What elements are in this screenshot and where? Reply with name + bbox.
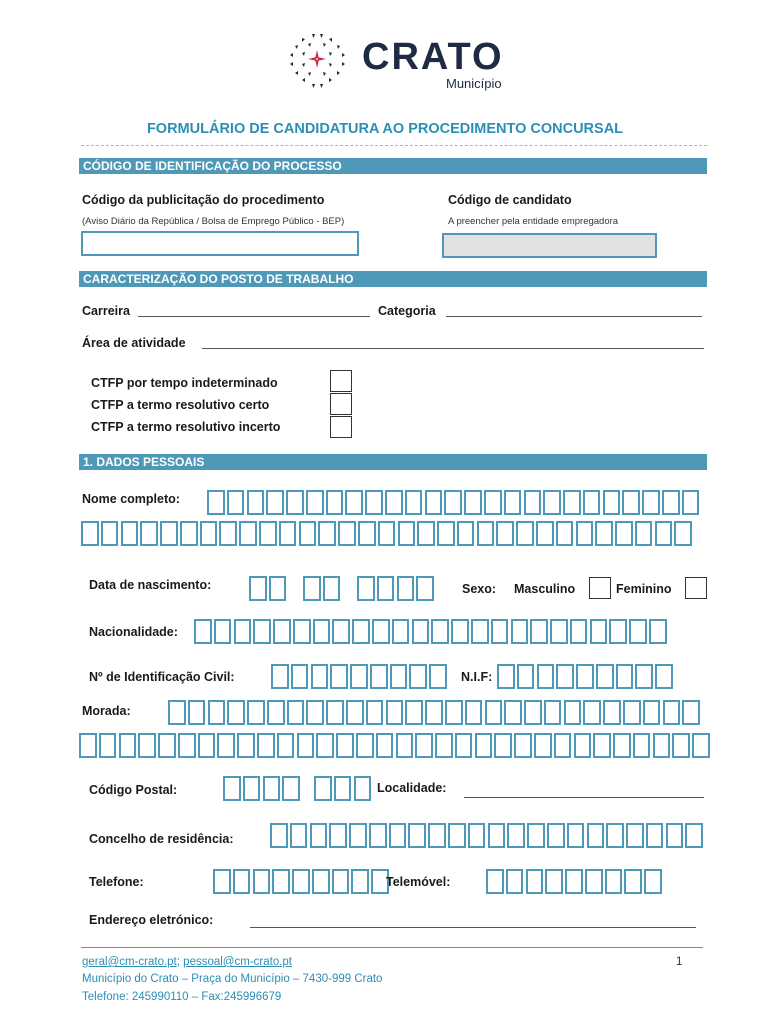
character-box[interactable] — [491, 619, 509, 644]
character-box[interactable] — [530, 619, 548, 644]
character-box[interactable] — [405, 700, 423, 725]
character-box[interactable] — [290, 823, 308, 848]
character-box[interactable] — [237, 733, 255, 758]
character-box[interactable] — [158, 733, 176, 758]
character-box[interactable] — [616, 664, 634, 689]
character-box[interactable] — [297, 733, 315, 758]
character-box[interactable] — [358, 521, 376, 546]
contract-option-label: CTFP por tempo indeterminado — [91, 376, 278, 390]
character-box[interactable] — [415, 733, 433, 758]
character-box[interactable] — [310, 823, 328, 848]
character-box[interactable] — [485, 700, 503, 725]
footer-separator: ; — [176, 956, 180, 968]
section-heading-personal: 1. DADOS PESSOAIS — [79, 454, 707, 470]
publication-code-label: Código da publicitação do procedimento — [82, 193, 325, 207]
character-box[interactable] — [386, 700, 404, 725]
character-box[interactable] — [615, 521, 633, 546]
candidate-code-hint: A preencher pela entidade empregadora — [448, 216, 619, 227]
character-box[interactable] — [629, 619, 647, 644]
category-label: Categoria — [378, 304, 436, 318]
character-box[interactable] — [635, 521, 653, 546]
character-box[interactable] — [536, 521, 554, 546]
character-box[interactable] — [544, 700, 562, 725]
character-box[interactable] — [198, 733, 216, 758]
character-box[interactable] — [662, 490, 680, 515]
character-box[interactable] — [99, 733, 117, 758]
character-box[interactable] — [506, 869, 524, 894]
character-box[interactable] — [306, 490, 324, 515]
character-box[interactable] — [253, 619, 271, 644]
page-number: 1 — [676, 956, 683, 968]
character-box[interactable] — [565, 869, 583, 894]
character-box[interactable] — [554, 733, 572, 758]
character-box[interactable] — [590, 619, 608, 644]
character-box[interactable] — [291, 664, 309, 689]
character-box[interactable] — [326, 700, 344, 725]
character-box[interactable] — [377, 576, 395, 601]
character-box[interactable] — [366, 700, 384, 725]
character-box[interactable] — [514, 733, 532, 758]
activity-label: Área de atividade — [82, 336, 186, 350]
character-box[interactable] — [425, 700, 443, 725]
character-box[interactable] — [293, 619, 311, 644]
crato-logo-icon — [282, 28, 352, 90]
character-box[interactable] — [570, 619, 588, 644]
category-line[interactable] — [446, 316, 702, 317]
character-box[interactable] — [603, 700, 621, 725]
character-box[interactable] — [504, 490, 522, 515]
character-box[interactable] — [227, 490, 245, 515]
footer-contacts — [82, 956, 292, 968]
career-label: Carreira — [82, 304, 130, 318]
character-box[interactable] — [349, 823, 367, 848]
character-box[interactable] — [496, 521, 514, 546]
publication-code-hint: (Aviso Diário da República / Bolsa de Emprego Público - BEP) — [82, 216, 345, 227]
character-box[interactable] — [623, 700, 641, 725]
address-label: Morada: — [82, 704, 131, 718]
footer-divider — [81, 947, 703, 948]
character-box[interactable] — [655, 664, 673, 689]
character-box[interactable] — [543, 490, 561, 515]
character-box[interactable] — [504, 700, 522, 725]
character-box[interactable] — [121, 521, 139, 546]
character-box[interactable] — [247, 700, 265, 725]
character-box[interactable] — [336, 733, 354, 758]
character-box[interactable] — [370, 664, 388, 689]
character-box[interactable] — [692, 733, 710, 758]
brand-name: CRATO — [362, 36, 504, 78]
character-box[interactable] — [81, 521, 99, 546]
character-box[interactable] — [312, 869, 330, 894]
character-box[interactable] — [350, 664, 368, 689]
character-box[interactable] — [574, 733, 592, 758]
character-box[interactable] — [428, 823, 446, 848]
character-box[interactable] — [674, 521, 692, 546]
character-box[interactable] — [357, 576, 375, 601]
character-box[interactable] — [79, 733, 97, 758]
character-box[interactable] — [270, 823, 288, 848]
full-name-label: Nome completo: — [82, 492, 180, 506]
character-box[interactable] — [213, 869, 231, 894]
career-line[interactable] — [138, 316, 370, 317]
character-box[interactable] — [685, 823, 703, 848]
character-box[interactable] — [101, 521, 119, 546]
birth-day-boxes[interactable] — [249, 576, 289, 601]
character-box[interactable] — [486, 869, 504, 894]
character-box[interactable] — [448, 823, 466, 848]
character-box[interactable] — [239, 521, 257, 546]
character-box[interactable] — [160, 521, 178, 546]
postal-code-boxes-main[interactable] — [223, 776, 302, 801]
character-box[interactable] — [329, 823, 347, 848]
character-box[interactable] — [273, 619, 291, 644]
character-box[interactable] — [227, 700, 245, 725]
character-box[interactable] — [263, 776, 281, 801]
character-box[interactable] — [219, 521, 237, 546]
character-box[interactable] — [524, 700, 542, 725]
character-box[interactable] — [323, 576, 341, 601]
full-name-boxes-row1[interactable] — [207, 490, 702, 515]
character-box[interactable] — [545, 869, 563, 894]
character-box[interactable] — [272, 869, 290, 894]
character-box[interactable] — [488, 823, 506, 848]
character-box[interactable] — [311, 664, 329, 689]
address-boxes-row2[interactable] — [79, 733, 712, 758]
character-box[interactable] — [253, 869, 271, 894]
character-box[interactable] — [564, 700, 582, 725]
character-box[interactable] — [606, 823, 624, 848]
character-box[interactable] — [332, 869, 350, 894]
character-box[interactable] — [412, 619, 430, 644]
character-box[interactable] — [269, 576, 287, 601]
character-box[interactable] — [318, 521, 336, 546]
character-box[interactable] — [207, 490, 225, 515]
full-name-boxes-row2[interactable] — [81, 521, 694, 546]
contract-option-label: CTFP a termo resolutivo certo — [91, 398, 270, 412]
character-box[interactable] — [417, 521, 435, 546]
character-box[interactable] — [282, 776, 300, 801]
character-box[interactable] — [556, 521, 574, 546]
postal-code-label: Código Postal: — [89, 783, 178, 797]
character-box[interactable] — [332, 619, 350, 644]
character-box[interactable] — [257, 733, 275, 758]
character-box[interactable] — [378, 521, 396, 546]
section-heading-process: CÓDIGO DE IDENTIFICAÇÃO DO PROCESSO — [79, 158, 707, 174]
female-checkbox[interactable] — [685, 577, 707, 599]
character-box[interactable] — [567, 823, 585, 848]
phone-boxes[interactable] — [213, 869, 391, 894]
locality-label: Localidade: — [377, 781, 447, 795]
character-box[interactable] — [435, 733, 453, 758]
character-box[interactable] — [180, 521, 198, 546]
character-box[interactable] — [583, 490, 601, 515]
civil-id-label: Nº de Identificação Civil: — [89, 670, 235, 684]
character-box[interactable] — [682, 490, 700, 515]
character-box[interactable] — [666, 823, 684, 848]
county-label: Concelho de residência: — [89, 832, 234, 846]
character-box[interactable] — [524, 490, 542, 515]
character-box[interactable] — [635, 664, 653, 689]
character-box[interactable] — [279, 521, 297, 546]
character-box[interactable] — [287, 700, 305, 725]
character-box[interactable] — [534, 733, 552, 758]
character-box[interactable] — [507, 823, 525, 848]
character-box[interactable] — [609, 619, 627, 644]
brand-subtitle: Município — [446, 76, 502, 91]
email-line[interactable] — [250, 927, 696, 928]
character-box[interactable] — [277, 733, 295, 758]
character-box[interactable] — [365, 490, 383, 515]
character-box[interactable] — [194, 619, 212, 644]
character-box[interactable] — [576, 521, 594, 546]
character-box[interactable] — [352, 619, 370, 644]
birth-date-label: Data de nascimento: — [89, 578, 212, 592]
character-box[interactable] — [445, 700, 463, 725]
character-box[interactable] — [547, 823, 565, 848]
character-box[interactable] — [663, 700, 681, 725]
character-box[interactable] — [408, 823, 426, 848]
character-box[interactable] — [351, 869, 369, 894]
character-box[interactable] — [511, 619, 529, 644]
character-box[interactable] — [526, 869, 544, 894]
character-box[interactable] — [247, 490, 265, 515]
nationality-boxes[interactable] — [194, 619, 669, 644]
character-box[interactable] — [398, 521, 416, 546]
character-box[interactable] — [605, 869, 623, 894]
section-heading-post: CARACTERIZAÇÃO DO POSTO DE TRABALHO — [79, 271, 707, 287]
character-box[interactable] — [259, 521, 277, 546]
character-box[interactable] — [314, 776, 332, 801]
postal-code-boxes-suffix[interactable] — [314, 776, 373, 801]
character-box[interactable] — [385, 490, 403, 515]
character-box[interactable] — [389, 823, 407, 848]
character-box[interactable] — [624, 869, 642, 894]
character-box[interactable] — [425, 490, 443, 515]
footer-email-link[interactable]: geral@cm-crato.pt — [82, 956, 177, 968]
character-box[interactable] — [409, 664, 427, 689]
character-box[interactable] — [188, 700, 206, 725]
character-box[interactable] — [316, 733, 334, 758]
character-box[interactable] — [429, 664, 447, 689]
character-box[interactable] — [405, 490, 423, 515]
character-box[interactable] — [267, 700, 285, 725]
contract-option-checkbox[interactable] — [330, 370, 352, 392]
contract-option-checkbox[interactable] — [330, 416, 352, 438]
character-box[interactable] — [444, 490, 462, 515]
character-box[interactable] — [595, 521, 613, 546]
character-box[interactable] — [208, 700, 226, 725]
character-box[interactable] — [587, 823, 605, 848]
character-box[interactable] — [596, 664, 614, 689]
candidate-code-label: Código de candidato — [448, 193, 572, 207]
character-box[interactable] — [672, 733, 690, 758]
character-box[interactable] — [643, 700, 661, 725]
character-box[interactable] — [477, 521, 495, 546]
nationality-label: Nacionalidade: — [89, 625, 178, 639]
character-box[interactable] — [346, 700, 364, 725]
character-box[interactable] — [633, 733, 651, 758]
character-box[interactable] — [286, 490, 304, 515]
character-box[interactable] — [140, 521, 158, 546]
character-box[interactable] — [455, 733, 473, 758]
contract-option-label: CTFP a termo resolutivo incerto — [91, 420, 281, 434]
character-box[interactable] — [376, 733, 394, 758]
mobile-boxes[interactable] — [486, 869, 664, 894]
character-box[interactable] — [494, 733, 512, 758]
male-label: Masculino — [514, 582, 576, 596]
character-box[interactable] — [468, 823, 486, 848]
character-box[interactable] — [644, 869, 662, 894]
character-box[interactable] — [397, 576, 415, 601]
character-box[interactable] — [563, 490, 581, 515]
character-box[interactable] — [550, 619, 568, 644]
title-divider — [81, 145, 707, 146]
character-box[interactable] — [292, 869, 310, 894]
character-box[interactable] — [653, 733, 671, 758]
character-box[interactable] — [517, 664, 535, 689]
character-box[interactable] — [200, 521, 218, 546]
character-box[interactable] — [622, 490, 640, 515]
locality-line[interactable] — [464, 797, 704, 798]
nif-label: N.I.F: — [461, 670, 493, 684]
candidate-code-field — [442, 233, 657, 258]
female-label: Feminino — [616, 582, 672, 596]
character-box[interactable] — [223, 776, 241, 801]
character-box[interactable] — [642, 490, 660, 515]
footer-address: Município do Crato – Praça do Município – 7430-999 Crato — [82, 973, 383, 985]
character-box[interactable] — [249, 576, 267, 601]
mobile-label: Telemóvel: — [386, 875, 451, 889]
county-boxes[interactable] — [270, 823, 705, 848]
character-box[interactable] — [303, 576, 321, 601]
character-box[interactable] — [655, 521, 673, 546]
character-box[interactable] — [451, 619, 469, 644]
character-box[interactable] — [354, 776, 372, 801]
character-box[interactable] — [266, 490, 284, 515]
character-box[interactable] — [119, 733, 137, 758]
character-box[interactable] — [345, 490, 363, 515]
character-box[interactable] — [537, 664, 555, 689]
character-box[interactable] — [484, 490, 502, 515]
character-box[interactable] — [626, 823, 644, 848]
footer-phone: Telefone: 245990110 – Fax:245996679 — [82, 991, 282, 1003]
character-box[interactable] — [576, 664, 594, 689]
character-box[interactable] — [243, 776, 261, 801]
sex-label: Sexo: — [462, 582, 497, 596]
character-box[interactable] — [356, 733, 374, 758]
character-box[interactable] — [603, 490, 621, 515]
contract-option-checkbox[interactable] — [330, 393, 352, 415]
character-box[interactable] — [396, 733, 414, 758]
character-box[interactable] — [457, 521, 475, 546]
civil-id-boxes[interactable] — [271, 664, 449, 689]
character-box[interactable] — [464, 490, 482, 515]
activity-line[interactable] — [202, 348, 704, 349]
character-box[interactable] — [138, 733, 156, 758]
character-box[interactable] — [682, 700, 700, 725]
character-box[interactable] — [334, 776, 352, 801]
character-box[interactable] — [330, 664, 348, 689]
character-box[interactable] — [299, 521, 317, 546]
character-box[interactable] — [649, 619, 667, 644]
character-box[interactable] — [214, 619, 232, 644]
character-box[interactable] — [516, 521, 534, 546]
character-box[interactable] — [372, 619, 390, 644]
footer-email-link[interactable]: pessoal@cm-crato.pt — [183, 956, 292, 968]
character-box[interactable] — [613, 733, 631, 758]
character-box[interactable] — [497, 664, 515, 689]
character-box[interactable] — [338, 521, 356, 546]
publication-code-field[interactable] — [81, 231, 359, 256]
character-box[interactable] — [217, 733, 235, 758]
character-box[interactable] — [527, 823, 545, 848]
character-box[interactable] — [168, 700, 186, 725]
birth-month-boxes[interactable] — [303, 576, 343, 601]
character-box[interactable] — [392, 619, 410, 644]
character-box[interactable] — [416, 576, 434, 601]
character-box[interactable] — [326, 490, 344, 515]
character-box[interactable] — [471, 619, 489, 644]
character-box[interactable] — [583, 700, 601, 725]
character-box[interactable] — [646, 823, 664, 848]
character-box[interactable] — [178, 733, 196, 758]
character-box[interactable] — [593, 733, 611, 758]
character-box[interactable] — [431, 619, 449, 644]
character-box[interactable] — [475, 733, 493, 758]
character-box[interactable] — [369, 823, 387, 848]
character-box[interactable] — [306, 700, 324, 725]
email-label: Endereço eletrónico: — [89, 913, 214, 927]
nif-boxes[interactable] — [497, 664, 675, 689]
character-box[interactable] — [437, 521, 455, 546]
character-box[interactable] — [234, 619, 252, 644]
male-checkbox[interactable] — [589, 577, 611, 599]
address-boxes-row1[interactable] — [168, 700, 702, 725]
character-box[interactable] — [465, 700, 483, 725]
character-box[interactable] — [585, 869, 603, 894]
form-title: FORMULÁRIO DE CANDIDATURA AO PROCEDIMENTO CONCURSAL — [146, 121, 624, 137]
character-box[interactable] — [271, 664, 289, 689]
phone-label: Telefone: — [89, 875, 144, 889]
character-box[interactable] — [233, 869, 251, 894]
character-box[interactable] — [313, 619, 331, 644]
character-box[interactable] — [390, 664, 408, 689]
character-box[interactable] — [556, 664, 574, 689]
birth-year-boxes[interactable] — [357, 576, 436, 601]
